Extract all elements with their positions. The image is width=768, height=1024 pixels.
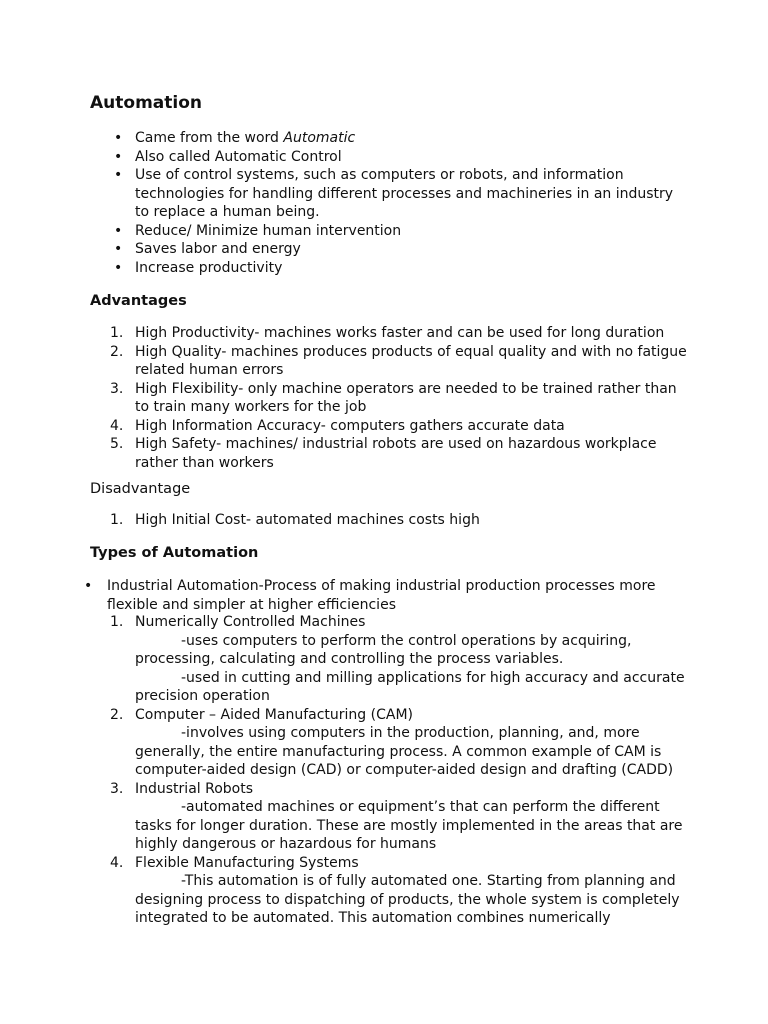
item-description: -This automation is of fully automated one. Starting from planning and designing process to dispatching of products, the whole system is completely integrated to be automated. This automation combines numerically xyxy=(135,873,680,926)
intro-bullet-list xyxy=(90,129,680,277)
list-item: 2. Computer – Aided Manufacturing (CAM) -involves using computers in the production, planning, and, more generally, the entire manufacturing process. A common example of CAM is computer-aided design (CAD) or computer-aided design and drafting (CADD) xyxy=(90,706,690,780)
item-name: Computer – Aided Manufacturing (CAM) xyxy=(135,706,413,723)
item-description: -automated machines or equipment’s that can perform the different tasks for longer duration. These are mostly implemented in the areas that are highly dangerous or hazardous for humans xyxy=(135,799,683,852)
bullet-icon: • xyxy=(84,578,93,594)
disadvantage-heading: Disadvantage xyxy=(90,481,191,497)
list-item: • Reduce/ Minimize human intervention xyxy=(90,222,680,241)
list-item: 5. High Safety- machines/ industrial robots are used on hazardous workplace rather than workers xyxy=(110,436,657,471)
types-list xyxy=(90,613,690,928)
advantages-heading: Advantages xyxy=(90,293,187,309)
item-description: -used in cutting and milling applications for high accuracy and accurate precision operation xyxy=(135,669,685,704)
list-item: • Increase productivity xyxy=(90,259,680,278)
list-item: • Also called Automatic Control xyxy=(90,148,680,167)
list-item: 2. High Quality- machines produces products of equal quality and with no fatigue related human errors xyxy=(110,343,687,378)
list-item: 1. High Initial Cost- automated machines costs high xyxy=(110,512,480,528)
advantages-list xyxy=(90,324,690,472)
list-item: • Use of control systems, such as computers or robots, and information technologies for handling different processes and machineries in an industry to replace a human being. xyxy=(90,166,680,222)
list-item: 1. Numerically Controlled Machines -uses computers to perform the control operations by acquiring, processing, calculating and controlling the process variables. -used in cutting and milling applications for high accuracy and accurate precision operation xyxy=(90,613,690,706)
list-item: • Came from the word Automatic xyxy=(90,129,680,148)
list-item: • Saves labor and energy xyxy=(90,240,680,259)
types-heading: Types of Automation xyxy=(90,545,259,561)
disadvantage-list xyxy=(90,511,690,530)
item-description: -involves using computers in the production, planning, and, more generally, the entire manufacturing process. A common example of CAM is computer-aided design (CAD) or computer-aided design and drafting (CADD) xyxy=(135,725,674,778)
item-name: Flexible Manufacturing Systems xyxy=(135,854,359,871)
list-item: 3. Industrial Robots -automated machines or equipment’s that can perform the different tasks for longer duration. These are mostly implemented in the areas that are highly dangerous or hazardous for humans xyxy=(90,780,690,854)
item-name: Numerically Controlled Machines xyxy=(135,614,366,630)
list-item: 1. High Productivity- machines works faster and can be used for long duration xyxy=(110,325,665,341)
page-title: Automation xyxy=(90,93,202,113)
list-item: 3. High Flexibility- only machine operators are needed to be trained rather than to train many workers for the job xyxy=(110,380,677,415)
item-description: -uses computers to perform the control operations by acquiring, processing, calculating and controlling the process variables. xyxy=(135,632,632,667)
list-item: 4. High Information Accuracy- computers gathers accurate data xyxy=(110,417,565,434)
industrial-automation-text: Industrial Automation-Process of making industrial production processes more flexible and simpler at higher efficiencies xyxy=(107,578,656,613)
item-name: Industrial Robots xyxy=(135,780,254,797)
list-item: 4. Flexible Manufacturing Systems -This automation is of fully automated one. Starting from planning and designing process to dispatching of products, the whole system is completely integrated to be automated. This automation combines numerically xyxy=(90,854,690,928)
